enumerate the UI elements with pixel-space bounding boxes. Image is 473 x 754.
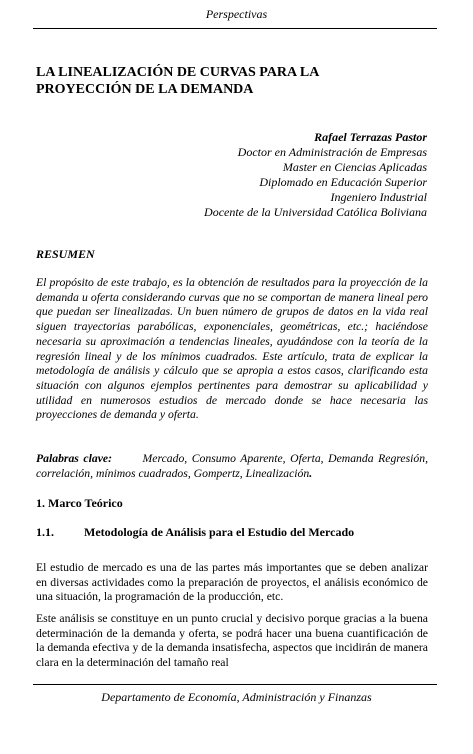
footer-rule: [33, 684, 437, 685]
abstract-text: El propósito de este trabajo, es la obtención de resultados para la proyección de la demanda u oferta considerando curvas que no se comportan de manera lineal pero que puedan ser linealizadas. Un buen número de grupos de datos en la vida real siguen trayectorias parabólicas, exponenciales, geométricas, etc.; haciéndose necesaria su aproximación a tendencias lineales, ayudándose con la teoría de la regresión lineal y de los mínimos cuadrados. Este artículo, trata de explicar la metodología de análisis y cálculo que se apropia a estos casos, clarificando esta situación con algunos ejemplos pertinentes para demostrar su aplicabilidad y utilidad en numerosos estudios de mercado donde se hace necesaria las proyecciones de demanda y oferta.: [36, 276, 428, 422]
keywords: [36, 452, 428, 481]
keywords-label: Palabras clave:: [36, 452, 112, 465]
article-title: [36, 64, 436, 98]
title-line-1: LA LINEALIZACIÓN DE CURVAS PARA LA: [36, 65, 320, 80]
body-paragraph: Este análisis se constituye en un punto crucial y decisivo porque gracias a la buena determinación de la demanda y oferta, se podrá hacer una buena cuantificación de la demanda efectiva y de la demanda insatisfecha, aspectos que incidirán de manera clara en la determinación del tamaño real: [36, 612, 428, 670]
author-credential: Ingeniero Industrial: [330, 190, 427, 204]
subsection-number: 1.1.: [36, 525, 54, 539]
body-paragraph: El estudio de mercado es una de las partes más importantes que se deben analizar en diversas actividades como la preparación de proyectos, el análisis económico de una situación, la programación de la producción, etc.: [36, 561, 428, 604]
abstract-heading: RESUMEN: [36, 247, 95, 261]
author-credential: Docente de la Universidad Católica Boliviana: [204, 205, 427, 219]
section-title: 1. Marco Teórico: [36, 496, 123, 510]
author-credential: Master en Ciencias Aplicadas: [282, 160, 427, 174]
keywords-text: Mercado, Consumo Aparente, Oferta, Demanda Regresión, correlación, mínimos cuadrados, Gompertz, Linealización: [36, 452, 429, 480]
title-line-2: PROYECCIÓN DE LA DEMANDA: [36, 82, 254, 97]
subsection-title: [36, 525, 436, 540]
author-name: Rafael Terrazas Pastor: [314, 130, 427, 144]
keywords-end: .: [309, 466, 313, 480]
subsection-text: Metodología de Análisis para el Estudio del Mercado: [84, 525, 355, 539]
author-credential: Diplomado en Educación Superior: [259, 175, 427, 189]
header-rule: [33, 28, 437, 29]
author-credential: Doctor en Administración de Empresas: [237, 145, 427, 159]
running-header: Perspectivas: [205, 7, 268, 21]
author-block: [204, 130, 427, 220]
running-footer: Departamento de Economía, Administración y Finanzas: [101, 690, 372, 704]
